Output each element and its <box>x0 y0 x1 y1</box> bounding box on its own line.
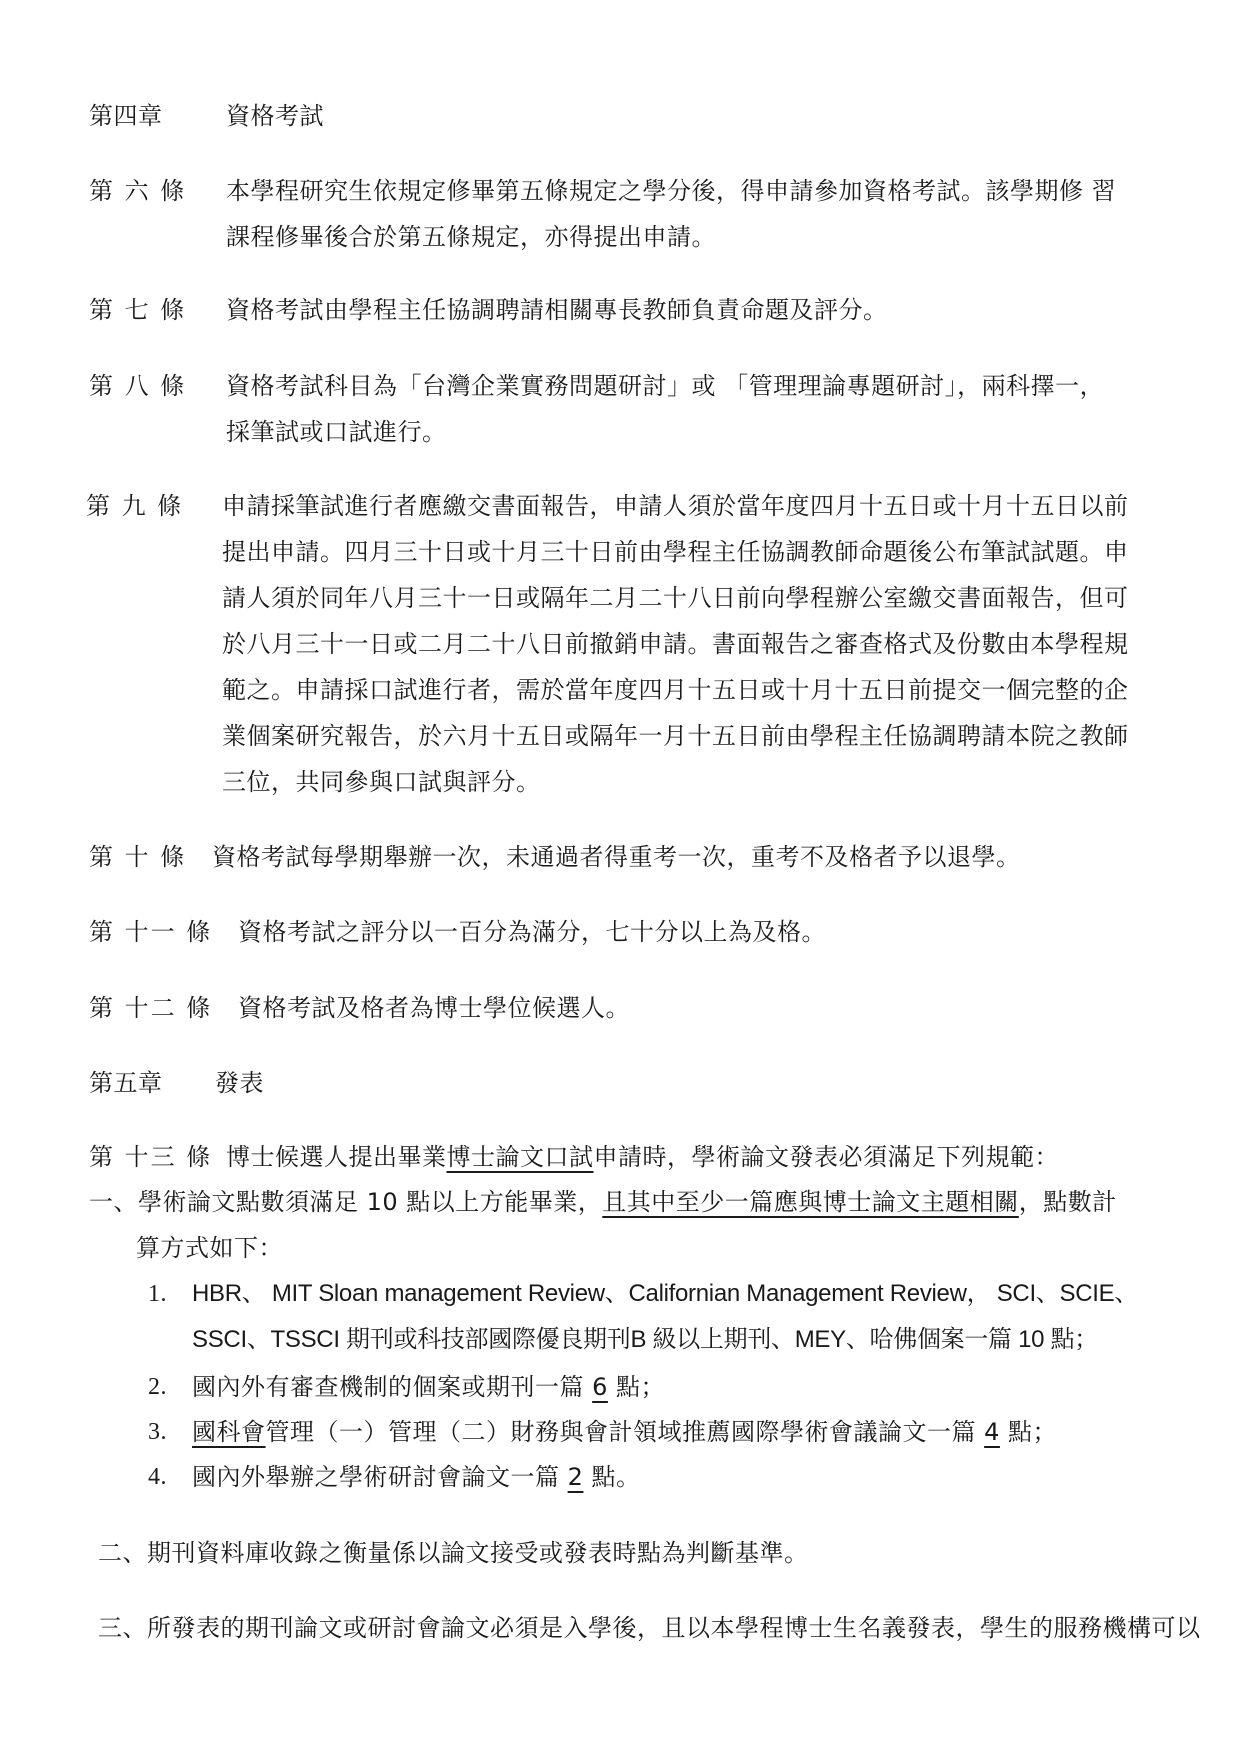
item-1-text-c: ，點數計 <box>1018 1188 1117 1216</box>
chapter-5-label: 第五章 <box>89 1069 163 1097</box>
list-item-3-text-a: 管理（一）管理（二）財務與會計領域推薦國際學術會議論文一篇 <box>265 1418 985 1446</box>
list-item-1-line-1: HBR、 MIT Sloan management Review、Californian Management Review， SCI、SCIE、 <box>192 1280 1139 1307</box>
article-9-line-4: 於八月三十一日或二月二十八日前撤銷申請。書面報告之審查格式及份數由本學程規 <box>222 630 1129 658</box>
list-item-3-points: 4 <box>984 1418 1000 1446</box>
list-item-4-text-a: 國內外舉辦之學術研討會論文一篇 <box>192 1463 568 1491</box>
article-6-label: 第 六 條 <box>89 177 187 205</box>
article-9-line-3: 請人須於同年八月三十一日或隔年二月二十八日前向學程辦公室繳交書面報告，但可 <box>222 584 1129 612</box>
article-9-line-6: 業個案研究報告，於六月十五日或隔年一月十五日前由學程主任協調聘請本院之教師 <box>222 722 1129 750</box>
list-item-2-number: 2. <box>148 1374 167 1400</box>
list-item-3-text-b: 點； <box>999 1418 1058 1446</box>
item-1-underlined: 且其中至少一篇應與博士論文主題相關 <box>602 1188 1019 1216</box>
item-1-line-1 <box>89 1190 1117 1214</box>
list-item-4-text-b: 點。 <box>583 1463 641 1491</box>
article-8-line-1: 資格考試科目為「台灣企業實務問題研討」或 「管理理論專題研討」，兩科擇一， <box>226 372 1105 400</box>
item-3-line-1: 三、所發表的期刊論文或研討會論文必須是入學後，且以本學程博士生名義發表，學生的服務機構可以 <box>98 1614 1201 1642</box>
chapter-4-title: 資格考試 <box>226 102 324 130</box>
list-item-1-number: 1. <box>148 1281 167 1307</box>
article-11-label: 第 十一 條 <box>89 918 213 946</box>
chapter-4-label: 第四章 <box>89 102 163 130</box>
article-13-text-c: 申請時，學術論文發表必須滿足下列規範： <box>593 1143 1059 1171</box>
article-10-line-1: 資格考試每學期舉辦一次，未通過者得重考一次，重考不及格者予以退學。 <box>212 843 1021 871</box>
article-8-label: 第 八 條 <box>89 372 187 400</box>
article-10-label: 第 十 條 <box>89 843 187 871</box>
item-1-line-2: 算方式如下： <box>136 1234 283 1262</box>
list-item-3-number: 3. <box>148 1419 167 1445</box>
list-item-4-points: 2 <box>567 1463 584 1491</box>
list-item-3-text <box>192 1420 1057 1444</box>
article-13-underlined: 博士論文口試 <box>446 1143 594 1171</box>
list-item-3-underlined: 國科會 <box>192 1418 266 1446</box>
list-item-2-text <box>192 1375 665 1399</box>
article-6-line-1: 本學程研究生依規定修畢第五條規定之學分後，得申請參加資格考試。該學期修 習 <box>226 177 1117 205</box>
article-11-line-1: 資格考試之評分以一百分為滿分，七十分以上為及格。 <box>238 918 826 946</box>
item-2-line-1: 二、期刊資料庫收錄之衡量係以論文接受或發表時點為判斷基準。 <box>98 1539 809 1567</box>
article-8-line-2: 採筆試或口試進行。 <box>226 418 447 446</box>
article-13-line-1 <box>226 1145 1059 1169</box>
article-12-label: 第 十二 條 <box>89 994 213 1022</box>
article-7-line-1: 資格考試由學程主任協調聘請相關專長教師負責命題及評分。 <box>226 296 888 324</box>
article-6-line-2: 課程修畢後合於第五條規定，亦得提出申請。 <box>226 223 716 251</box>
article-12-line-1: 資格考試及格者為博士學位候選人。 <box>238 994 630 1022</box>
list-item-2-text-a: 國內外有審查機制的個案或期刊一篇 <box>192 1373 593 1401</box>
item-1-text-a: 一、學術論文點數須滿足 10 點以上方能畢業， <box>89 1188 603 1216</box>
list-item-2-text-b: 點； <box>607 1373 666 1401</box>
list-item-2-points: 6 <box>592 1373 608 1401</box>
article-9-line-2: 提出申請。四月三十日或十月三十日前由學程主任協調教師命題後公布筆試試題。申 <box>222 538 1129 566</box>
list-item-4-number: 4. <box>148 1464 167 1490</box>
list-item-4-text <box>192 1465 641 1489</box>
list-item-1-line-2: SSCI、TSSCI 期刊或科技部國際優良期刊B 級以上期刊、MEY、哈佛個案一篇 10 點； <box>192 1326 1098 1353</box>
article-7-label: 第 七 條 <box>89 296 187 324</box>
article-13-label: 第 十三 條 <box>89 1143 213 1171</box>
article-9-line-5: 範之。申請採口試進行者，需於當年度四月十五日或十月十五日前提交一個完整的企 <box>222 676 1129 704</box>
chapter-5-title: 發表 <box>215 1069 264 1097</box>
article-9-line-7: 三位，共同參與口試與評分。 <box>222 768 541 796</box>
article-9-line-1: 申請採筆試進行者應繳交書面報告，申請人須於當年度四月十五日或十月十五日以前 <box>222 492 1129 520</box>
article-9-label: 第 九 條 <box>86 492 184 520</box>
article-13-text-a: 博士候選人提出畢業 <box>226 1143 447 1171</box>
